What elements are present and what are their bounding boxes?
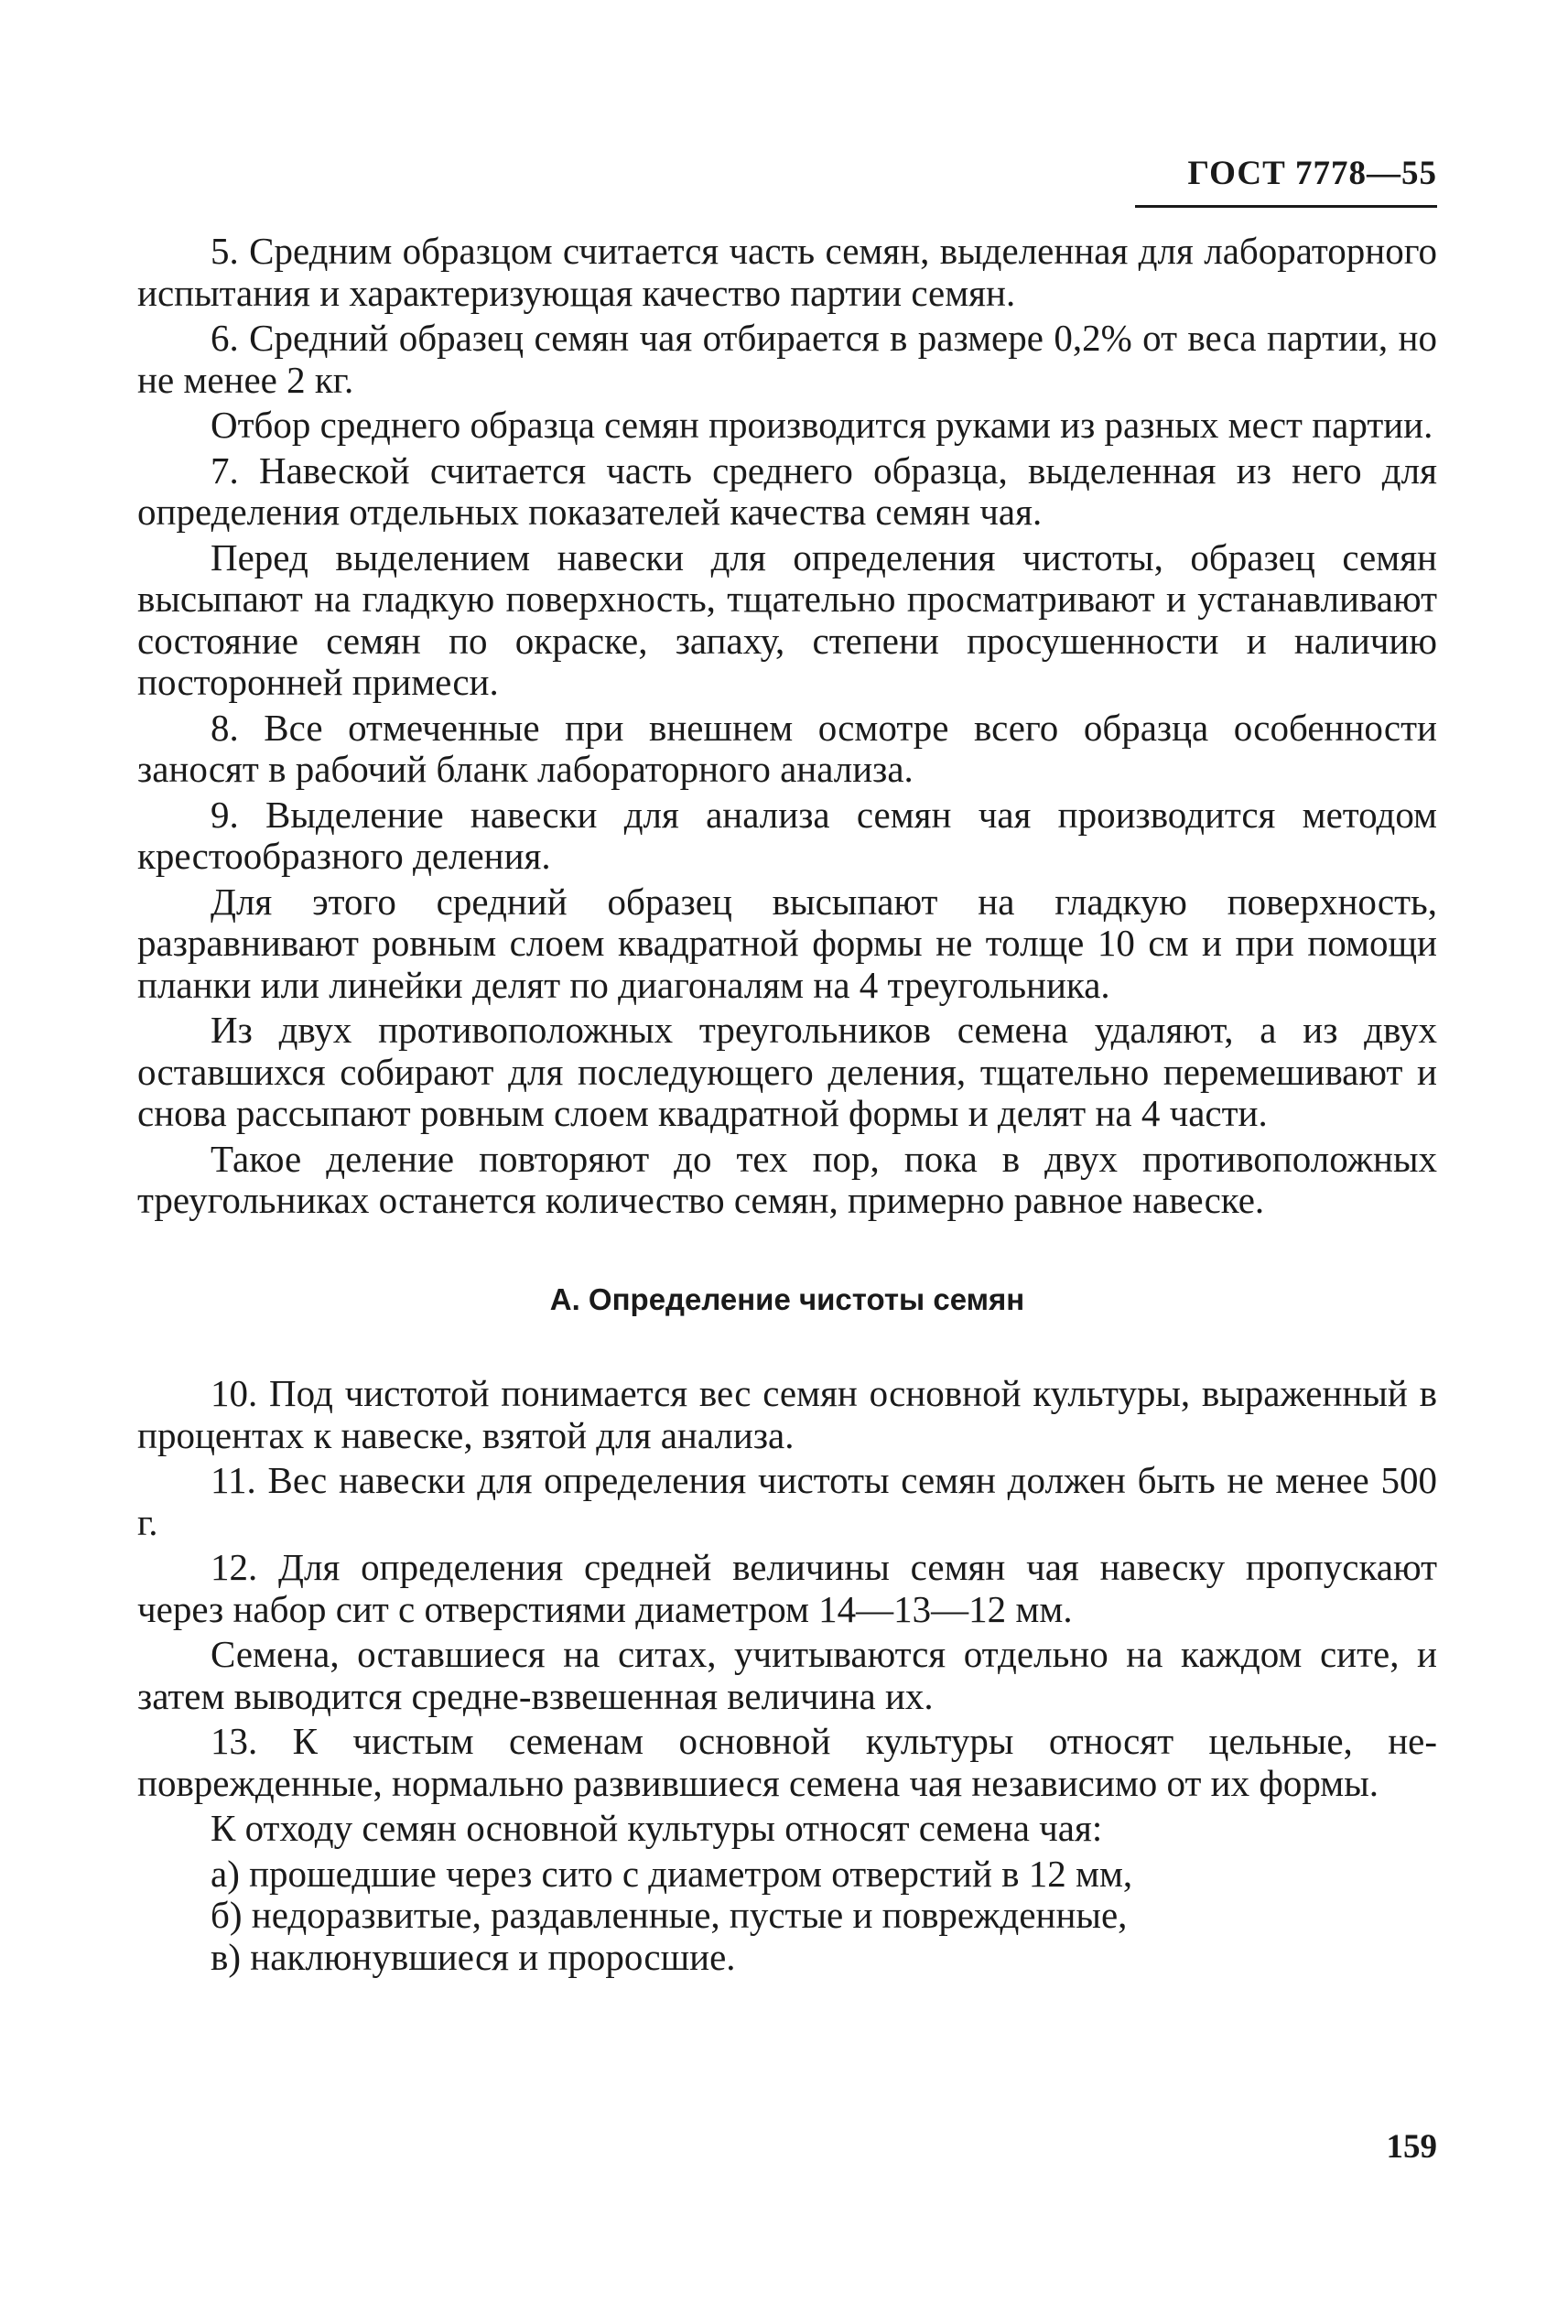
paragraph-7-inspection: Перед выделением навески для определения чистоты, образец семян высыпают на гладкую поверхность, тщательно просматривают и устанавливают состояние семян по окраске, запаху, степени просушенности и наличию посторонней примеси. [137,535,1437,703]
paragraph-13-waste: К отходу семян основной культуры относят семена чая: [211,1807,1103,1849]
gost-code: ГОСТ 7778—55 [1187,155,1437,192]
section-title: А. Определение чистоты семян [549,1281,1025,1316]
list-item-v: в) наклюнувшиеся и проросшие. [211,1935,736,1978]
paragraph-11: 11. Вес навески для определения чистоты семян должен быть не менее 500 г. [137,1459,1437,1543]
list-item-a: а) прошедшие через сито с диаметром отверстий в 12 мм, [211,1852,1133,1895]
paragraph-12-sieves: Семена, оставшиеся на ситах, учитываются отдельно на каждом сите, и затем выводится средне-взвешенная величина их. [137,1633,1437,1717]
paragraph-6: 6. Средний образец семян чая отбирается в размере 0,2% от веса партии, но не менее 2 кг. [137,317,1437,401]
paragraph-5: 5. Средним образцом считается часть семян, выделенная для лабораторного испытания и характеризующая качество партии семян. [137,230,1437,314]
paragraph-9: 9. Выделение навески для анализа семян чая производится методом крестообразного деления. [137,793,1437,877]
header-rule [1135,205,1437,208]
paragraph-6-sampling: Отбор среднего образца семян производится руками из разных мест партии. [211,404,1433,446]
paragraph-9-method: Для этого средний образец высыпают на гладкую поверхность, разравнивают ровным слоем квадратной формы не толще 10 см и при помощи планки или линейки делят по диагоналям на 4 треугольника. [137,880,1437,1006]
body-text [137,231,1437,1978]
page-number: 159 [1386,2128,1437,2166]
paragraph-9-triangles: Из двух противоположных треугольников семена удаляют, а из двух оставшихся собирают для последующего деления, тщательно перемешивают и снова рассыпают ровным слоем квадратной формы и делят на 4 части. [137,1009,1437,1134]
paragraph-8: 8. Все отмеченные при внешнем осмотре всего образца особенности заносят в рабочий бланк лабораторного анализа. [137,706,1437,790]
paragraph-12: 12. Для определения средней величины семян чая навеску пропускают через набор сит с отверстиями диаметром 14—13—12 мм. [137,1546,1437,1630]
paragraph-10: 10. Под чистотой понимается вес семян основной культуры, выраженный в процентах к навеске, взятой для анализа. [137,1372,1437,1456]
page-header [1135,154,1437,193]
paragraph-13: 13. К чистым семенам основной культуры относят цельные, неповрежденные, нормально развившиеся семена чая независимо от их формы. [137,1720,1437,1804]
paragraph-7: 7. Навеской считается часть среднего образца, выделенная из него для определения отдельных показателей качества семян чая. [137,449,1437,533]
paragraph-9-repeat: Такое деление повторяют до тех пор, пока в двух противоположных треугольниках останется количество семян, примерно равное навеске. [137,1137,1437,1221]
list-item-b: б) недоразвитые, раздавленные, пустые и поврежденные, [211,1894,1128,1936]
